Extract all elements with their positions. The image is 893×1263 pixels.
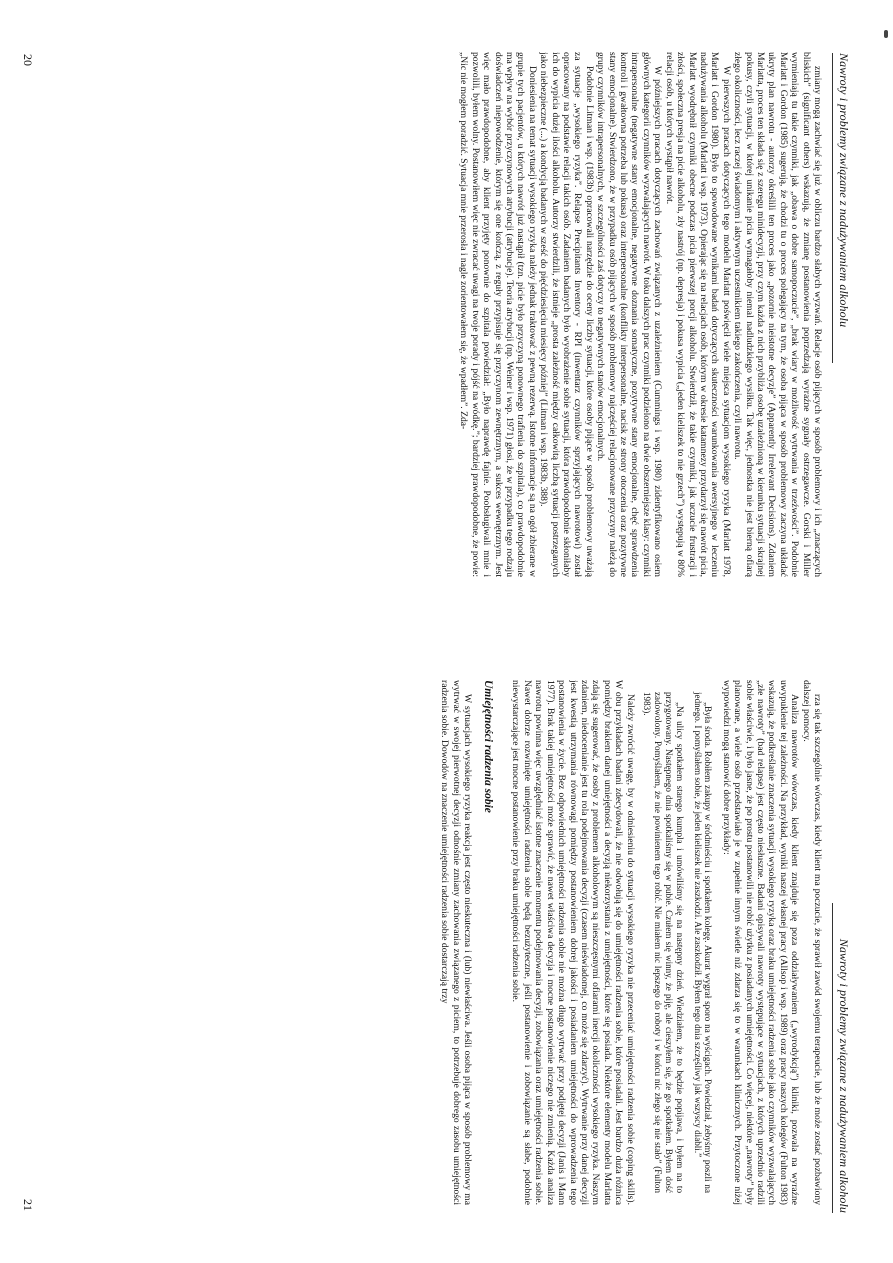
body-text — [43, 52, 823, 577]
running-header: Nawroty i problemy związane z nadużywaniem alkoholu — [837, 53, 851, 328]
header-rule — [832, 53, 833, 363]
paragraph: Podobnie Litman i wsp. (1983b) opracowali narzędzie do oceny liczby sytuacji, które osoby pijące w sposób problemowy uważają za sytuacje „wysokiego ryzyka”. Relapse Precipitants Inventory - RPI (inwentarz czynników sprzyjających nawrotowi) został opracowany na podstawie relacji takich osób. Zadaniem badanych było wyobrażenie sobie sytuacji, która prawdopodobnie skłoniłaby ich do wypicia dużej ilości alkoholu. Autorzy stwierdzili, że istnieje „prosta zależność między całkowitą liczbą sytuacji postrzeganych jako niebezpieczne (...) a kondycją badanych w sześć do pięćdziesięciu miesięcy później” (Litman i wsp. 1983b, 388). — [538, 52, 595, 577]
page-number: 20 — [21, 54, 35, 66]
block-quote: „Na ulicy spotkałem starego kumpla i umówiliśmy się na następny dzień. Wiedziałem, że to będzie popijawa, i byłem na to przygotowany. Następnego dnia spotkaliśmy się w pubie. Czułem się winny, że piję, ale cieszyłem się, że go spotkałem. Byłem dość zadowolony. Pomyślałem, że nie powinienem tego robić. Nie miałem nic lepszego do roboty i w końcu nic złego się nie stało” (Fulton 1983). — [642, 692, 685, 1193]
paragraph: zmiany mogą zachwiać się już w obliczu bardzo słabych wyzwań. Relacje osób pijących w sposób problemowy i ich „znaczących bliskich” (significant others) wskazują, że zmianę postanowienia poprzedzają wyraźne sygnały ostrzegawcze. Gorski i Miller wymieniają tu takie czynniki, jak „obawa o dobre samopoczucie”, „brak wiary w możliwość wytrwania w trzeźwości”. Podobnie Marlatt i Gordon (1985) sugerują, że chodzi tu o proces polegający na tym, że osoba pijąca w sposób problemowy zaczyna układać ukryty plan nawrotu - autorzy określili ten proces jako „pozornie nieistotne decyzje” (Apparently Irrelevant Decisions). Zdaniem Marlatta, proces ten składa się z szeregu minidecyzji, przy czym każda z nich przybliża osobę uzależnioną w kierunku sytuacji skrajnej pokusy, czyli sytuacji, w której unikanie picia wymagałoby niemal nadludzkiego wysiłku. Tak więc, jednostka nie jest bierną ofiarą złego okoliczności, lecz raczej świadomym i aktywnym uczestnikiem takiego zakończenia, czyli nawrotu. — [732, 52, 823, 577]
paragraph: W późniejszych pracach dotyczących zachowań związanych z uzależnieniem (Cummings i wsp. 1980) zidentyfikowano osiem głównych kategorii czynników wyzwalających nawrót. W toku dalszych prac czynniki podzielono na dwie obszerniejsze klasy: czynniki intrapersonalne (negatywne stany emocjonalne, negatywne doznania somatyczne, pozytywne stany emocjonalne, chęć sprawdzenia kontroli i gwałtowna potrzeba lub pokusa) oraz interpersonalne (konflikty interpersonalne, nacisk ze strony otoczenia oraz pozytywne stany emocjonalne). Stwierdzono, że w przypadku osób pijących w sposób problemowy najczęściej relacjonowane przyczyny należą do grupy czynników intrapersonalnych, w szczególności zaś dotyczy to negatywnych stanów emocjonalnych. — [595, 52, 664, 577]
right-page — [0, 632, 893, 1263]
left-page — [0, 0, 893, 631]
section-heading: Umiejętności radzenia sobie — [482, 680, 495, 813]
scan-speck — [884, 30, 888, 38]
header-rule — [832, 903, 833, 1213]
page-number: 21 — [21, 1199, 35, 1211]
block-quote: „Była środa. Robiłem zakupy w śródmieściu i spotkałem kolegę. Akurat wygrał sporo na wyścigach. Powiedział, żebyśmy poszli na jednego. I pomyślałem sobie, że jeden kieliszek nie zaszkodzi. Ale zaszkodził. Byłem tego dnia szczęśliwy jak wszyscy diabli.” — [692, 692, 714, 1193]
paragraph: Analiza nawrotów wówczas, kiedy klient znajduje się poza oddziaływaniem („wyrodykcją”) kliniki, pozwala na wyraźne uwypuklenie tej zależności. Na przykład, wyniki naszej własnej pracy (Allsop i wsp. 1989) oraz pracy naszych kolegów (Fulton 1983) wskazują, że podkreślanie znaczenia sytuacji wysokiego ryzyka oraz braku umiejętności radzenia sobie jako czynników wyzwalających „złe nawroty” (bad relapse) jest często niesłuszne. Badani opisywali nawroty występujące w sytuacjach, z których uprzednio radzili sobie właściwie, i było jasne, że po prostu postanowili nie robić użytku z posiadanych umiejętności. Co więcej, niektóre „nawroty” były planowane, a wiele osób przedstawiało je w zupełnie innym świetle niż zdarza się to w warunkach klinicznych. Przytoczone niżej wypowiedzi mogą stanowić dobre przykłady: — [720, 680, 801, 1205]
paragraph: rza się tak szczególnie wówczas, kiedy klient ma poczucie, że sprawił zawód swojemu terapeucie, lub że może zostać pozbawiony dalszej pomocy. — [800, 680, 823, 1205]
paragraph: W sytuacjach wysokiego ryzyka reakcja jest często nieskuteczna i (lub) niewłaściwa. Jeśli osoba pijąca w sposób problemowy ma wytrwać w swojej pierwotnej decyzji odnośnie zmiany zachowania związanego z piciem, to potrzebuje dobrego zasobu umiejętności radzenia sobie. Dowodów na znaczenie umiejętności radzenia sobie dostarczają trzy — [439, 680, 474, 1205]
paragraph: Należy zwrócić uwagę, by w odniesieniu do sytuacji wysokiego ryzyka nie przeceniać umiejętności radzenia sobie (coping skills). W obu przykładach badani zdecydowali, że nie odwołują się do umiejętności radzenia sobie, które posiadali. Jest bardzo duża różnica pomiędzy brakiem danej umiejętności a decyzją niekorzystania z umiejętności, które się posiada. Niektóre elementy modelu Marlatta zdają się sugerować, że osoby z problemem alkoholowym są nieszczęsnymi ofiarami inercji okoliczności wysokiego ryzyka. Naszym zdaniem, niedocenianie jest tu rola podejmowania decyzji (czasem nieświadomej, co może się zdarzyć). Wytrwanie przy danej decyzji jest kwestią utrzymania równowagi pomiędzy postanowieniem dobrej jakości i posiadaniem umiejętności do wprowadzenia tego postanowienia w życie. Bez odpowiednich umiejętności radzenia sobie nie można długo wytrwać przy podjętej decyzji (Janis i Mann 1977). Brak takiej umiejętności może sprawić, że nawet właściwa decyzja i mocne postanowienie niczego nie zmienią. Każda analiza nawrotu powinna więc uwzględniać istotne znaczenie momentu podejmowania decyzji, zobowiązania oraz umiejętności radzenia sobie. Nawet dobrze rozwinięte umiejętności radzenia sobie będą bezużyteczne, jeśli postanowienie i zobowiązanie są słabe, podobnie niewystarczające jest mocne postanowienie przy braku umiejętności radzenia sobie. — [510, 680, 636, 1205]
running-header: Nawroty i problemy związane z nadużywaniem alkoholu — [837, 938, 851, 1213]
body-text — [43, 680, 823, 1205]
paragraph: Doniesienia na temat sytuacji wysokiego ryzyka należy jednak traktować z pewną rezerwą. Istotne informacje są na ogół zbierane w grupie tych pacjentów, u których nawrót już nastąpił (tzn. picie było przyczyną ponownego trafienia do szpitala), co prawdopodobnie ma wpływ na wybór przyczynowych atrybucji (atrybucje). Teoria atrybucji (np. Weiner i wsp. 1971) głosi, że w przypadku tego rodzaju doświadczeń niepowodzenie, którym się one kończą, z reguły przypisuje się przyczynom zewnętrznym, a sukces wewnętrznym. Jest więc mało prawdopodobne, aby klient przyjęty ponownie do szpitala powiedział: „Było naprawdę fajnie. Poobsługiwali mnie i pozwolili, byłem wolny. Postanowiłem więc nie zwracać uwagi na twoje porady i pójść na wódkę.”; bardziej prawdopodobne, że powie: „Nic nie mogłem poradzić. Sytuacja mnie przerosła i nagle zorientowałem się, że wpadłem”. Zda- — [458, 52, 538, 577]
paragraph: W pierwszych pracach dotyczących tego modelu Marlatt poświęcił wiele miejsca sytuacjom wysokiego ryzyka (Marlatt 1978, Marlatt i Gordon 1980). Było to spowodowane wynikami badań dotyczących skuteczności warunkowania awersyjnego w leczeniu nadużywania alkoholu (Marlatt i wsp. 1973). Opierając się na relacjach osób, którym w okresie katamnezy przydarzył się nawrót picia, Marlatt wyodrębnił czynniki obecne podczas picia pierwszej porcji alkoholu. Stwierdził, że takie czynniki, jak uczucie frustracji i złości, społeczna presja na picie alkoholu, zły nastrój (np. depresja) i pokusa wypicia („jeden kieliszek to nie grzech”) występują w 80% relacji osób, u których wystąpił nawrót. — [663, 52, 732, 577]
